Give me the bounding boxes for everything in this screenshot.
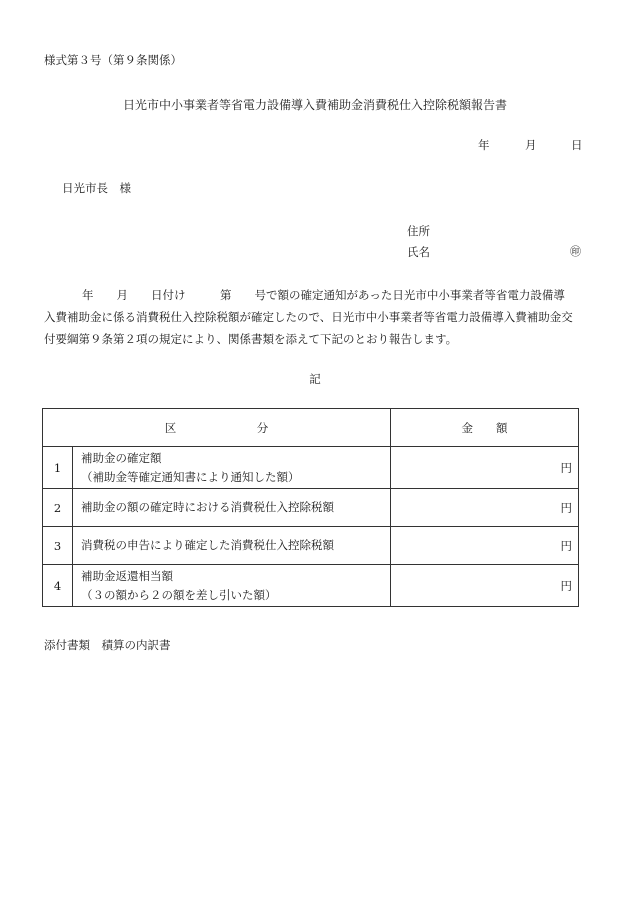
- table-row: [43, 447, 579, 489]
- seal-mark: ㊞: [570, 245, 581, 258]
- row-amount: 円: [391, 565, 579, 607]
- row-description-line1: 補助金返還相当額: [81, 568, 173, 583]
- addressee: 日光市長 様: [62, 181, 131, 195]
- body-line-2: 入費補助金に係る消費税仕入控除税額が確定したので、日光市中小事業者等省電力設備導入費補助金交: [44, 310, 573, 324]
- row-number: 3: [43, 527, 73, 565]
- row-description-line2: （３の額から２の額を差し引いた額）: [81, 587, 277, 602]
- row-description: 補助金の額の確定時における消費税仕入控除税額: [73, 489, 391, 527]
- date-month-label: 月: [525, 138, 537, 152]
- row-number: 4: [43, 565, 73, 607]
- row-description: [73, 565, 391, 607]
- attachments-note: 添付書類 積算の内訳書: [44, 638, 171, 652]
- ki-heading: 記: [309, 372, 321, 386]
- header-amount: 金 額: [391, 409, 579, 447]
- row-amount: 円: [391, 527, 579, 565]
- date-year-label: 年: [478, 138, 490, 152]
- body-line-3: 付要綱第９条第２項の規定により、関係書類を添えて下記のとおり報告します。: [44, 332, 458, 346]
- row-amount: 円: [391, 447, 579, 489]
- date-day-label: 日: [571, 138, 583, 152]
- header-category: 区 分: [43, 409, 391, 447]
- address-label: 住所: [407, 224, 430, 238]
- row-number: 2: [43, 489, 73, 527]
- report-table: [42, 408, 579, 607]
- name-label: 氏名: [407, 245, 430, 259]
- table-row: [43, 527, 579, 565]
- document-title: 日光市中小事業者等省電力設備導入費補助金消費税仕入控除税額報告書: [122, 98, 507, 112]
- row-description-line1: 補助金の確定額: [81, 450, 162, 465]
- table-header-row: [43, 409, 579, 447]
- row-amount: 円: [391, 489, 579, 527]
- row-description-line2: （補助金等確定通知書により通知した額）: [81, 469, 300, 484]
- table-row: [43, 489, 579, 527]
- row-description: 消費税の申告により確定した消費税仕入控除税額: [73, 527, 391, 565]
- body-line-1: 年 月 日付け 第 号で額の確定通知があった日光市中小事業者等省電力設備導: [82, 288, 565, 302]
- row-number: 1: [43, 447, 73, 489]
- table-row: [43, 565, 579, 607]
- form-number: 様式第３号（第９条関係）: [44, 53, 182, 67]
- report-body: [44, 284, 584, 350]
- row-description: [73, 447, 391, 489]
